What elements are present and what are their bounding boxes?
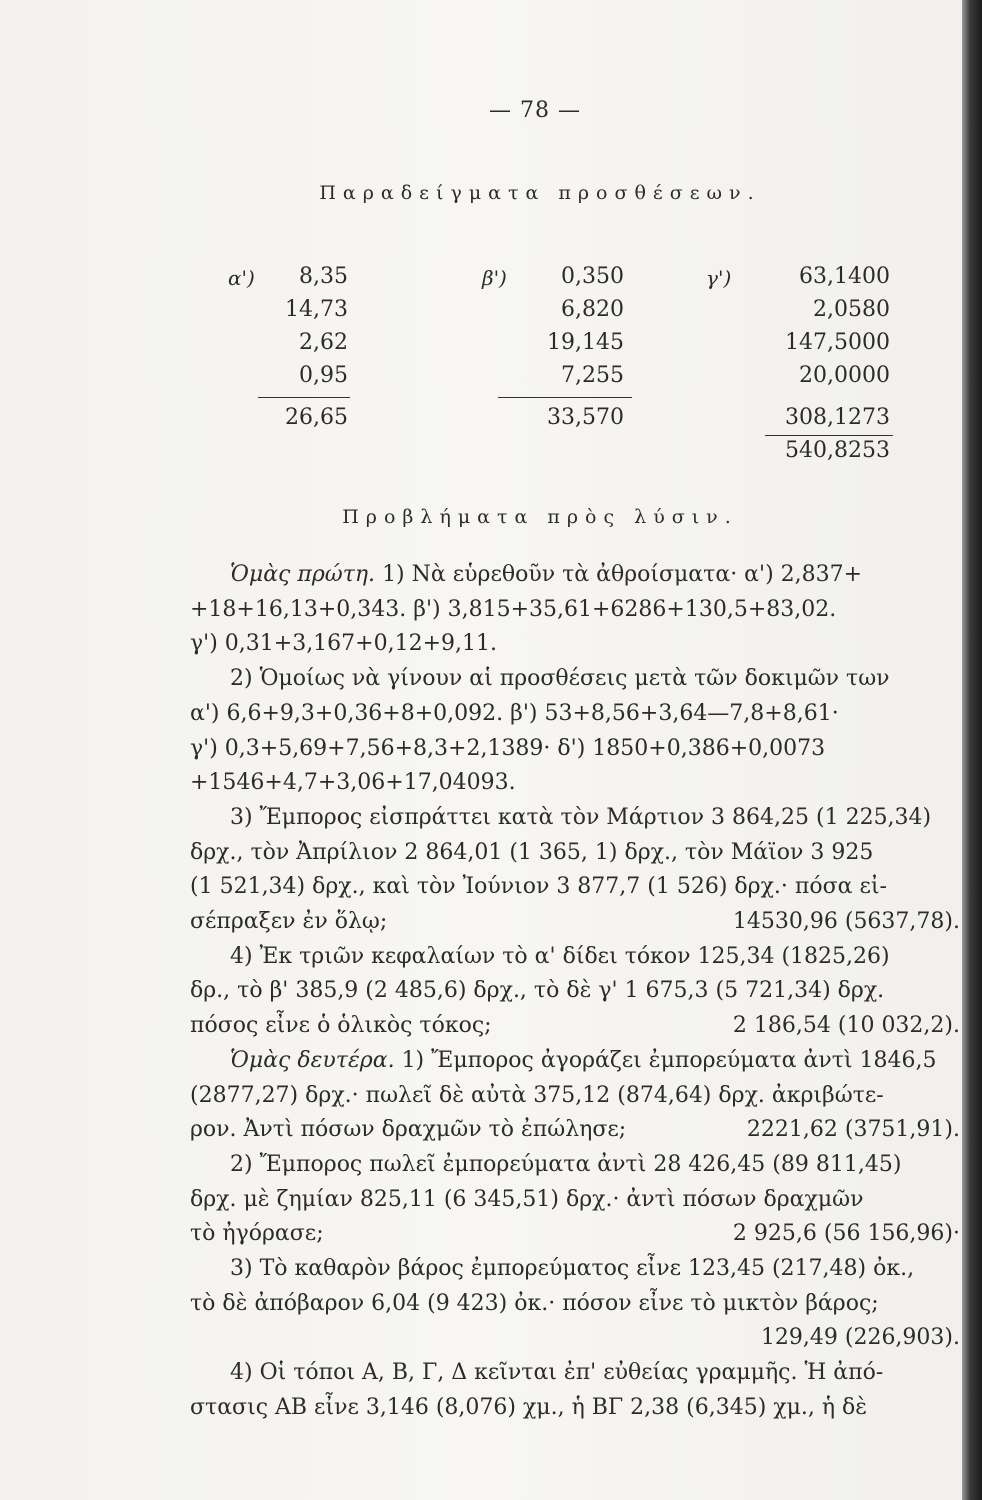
sum-c-term: 2,0580 <box>813 297 890 322</box>
sum-a-term: 2,62 <box>299 330 348 355</box>
book-spine-shadow <box>962 0 982 1500</box>
sum-a-term: 0,95 <box>299 363 348 388</box>
problems-text <box>190 558 960 1426</box>
sum-b-term: 6,820 <box>561 297 624 322</box>
sum-c-total: 540,8253 <box>785 438 890 463</box>
group-title: Ὁμὰς δευτέρα. <box>230 1047 395 1073</box>
sum-c-term: 308,1273 <box>785 405 890 430</box>
problem-text: σέπραξεν ἐν ὅλῳ; <box>190 909 388 935</box>
problem-line: γ') 0,31+3,167+0,12+9,11. <box>190 631 498 657</box>
problem-line: δρχ., τὸν Ἀπρίλιον 2 864,01 (1 365, 1) δρχ., τὸν Μάϊον 3 925 <box>190 839 874 865</box>
sum-b-label: β') <box>482 266 507 290</box>
sum-a-total: 26,65 <box>285 405 348 430</box>
problem-text: πόσος εἶνε ὁ ὁλικὸς τόκος; <box>190 1013 492 1039</box>
problem-line <box>190 1009 960 1044</box>
problem-line: 3) Τὸ καθαρὸν βάρος ἐμπορεύματος εἶνε 123,45 (217,48) ὀκ., <box>230 1256 915 1282</box>
problem-line: γ') 0,3+5,69+7,56+8,3+2,1389· δ') 1850+0,386+0,0073 <box>190 735 826 761</box>
problem-line: (2877,27) δρχ.· πωλεῖ δὲ αὐτὰ 375,12 (874,64) δρχ. ἀκριβώτε- <box>190 1082 884 1108</box>
sum-c-label: γ') <box>706 266 732 290</box>
problem-line: 4) Ἐκ τριῶν κεφαλαίων τὸ α' δίδει τόκον 125,34 (1825,26) <box>230 943 890 969</box>
problem-line: 2) Ἔμπορος πωλεῖ ἐμπορεύματα ἀντὶ 28 426,45 (89 811,45) <box>230 1151 902 1177</box>
problem-line <box>190 905 960 940</box>
sum-c-term: 20,0000 <box>799 363 890 388</box>
problem-line: (1 521,34) δρχ., καὶ τὸν Ἰούνιον 3 877,7 (1 526) δρχ.· πόσα εἰ- <box>190 874 887 900</box>
sum-a-term: 8,35 <box>299 264 348 289</box>
sum-b-term: 0,350 <box>561 264 624 289</box>
problem-line <box>190 1044 960 1079</box>
group-title: Ὁμὰς πρώτη. <box>230 562 376 587</box>
problem-text: 1) Νὰ εὑρεθοῦν τὰ ἀθροίσματα· α') 2,837+ <box>382 562 863 587</box>
problem-line: στασις ΑΒ εἶνε 3,146 (8,076) χμ., ἡ ΒΓ 2,38 (6,345) χμ., ἡ δὲ <box>190 1394 868 1420</box>
sum-c-term: 63,1400 <box>799 264 890 289</box>
problem-line: 3) Ἔμπορος εἰσπράττει κατὰ τὸν Μάρτιον 3 864,25 (1 225,34) <box>230 804 932 830</box>
answer: 2 925,6 (56 156,96)· <box>732 1221 960 1247</box>
problem-line: α') 6,6+9,3+0,36+8+0,092. β') 53+8,56+3,64—7,8+8,61· <box>190 700 839 726</box>
sum-c-term: 147,5000 <box>785 330 890 355</box>
sum-a-label: α') <box>228 266 255 290</box>
heading-examples: Παραδείγματα προσθέσεων. <box>319 182 761 204</box>
problem-line: 4) Οἱ τόποι Α, Β, Γ, Δ κεῖνται ἐπ' εὐθείας γραμμῆς. Ἡ ἀπό- <box>230 1360 884 1386</box>
problem-line: δρχ. μὲ ζημίαν 825,11 (6 345,51) δρχ.· ἀντὶ πόσων δραχμῶν <box>190 1186 864 1212</box>
problem-text: ρον. Ἀντὶ πόσων δραχμῶν τὸ ἐπώλησε; <box>190 1117 627 1143</box>
problem-line <box>190 1113 960 1148</box>
sum-b-total: 33,570 <box>547 405 624 430</box>
problem-text: 1) Ἔμπορος ἀγοράζει ἐμπορεύματα ἀντὶ 1846,5 <box>401 1047 937 1073</box>
sum-b-term: 19,145 <box>547 330 624 355</box>
sum-c-rule <box>765 435 893 436</box>
sum-b-term: 7,255 <box>561 363 624 388</box>
sum-a-term: 14,73 <box>285 297 348 322</box>
heading-problems: Προβλήματα πρὸς λύσιν. <box>342 506 738 528</box>
problem-line <box>190 1217 960 1252</box>
problem-line: 2) Ὁμοίως νὰ γίνουν αἱ προσθέσεις μετὰ τῶν δοκιμῶν των <box>230 666 890 692</box>
answer: 14530,96 (5637,78). <box>732 909 960 935</box>
answer: 2 186,54 (10 032,2). <box>732 1013 960 1039</box>
problem-line: +1546+4,7+3,06+17,04093. <box>190 770 516 796</box>
problem-text: τὸ ἠγόρασε; <box>190 1221 324 1247</box>
problem-line <box>190 558 960 593</box>
problem-line: +18+16,13+0,343. β') 3,815+35,61+6286+130,5+83,02. <box>190 596 837 622</box>
answer: 2221,62 (3751,91). <box>746 1117 960 1143</box>
addition-examples <box>0 260 962 480</box>
problem-line: τὸ δὲ ἀπόβαρον 6,04 (9 423) ὀκ.· πόσον εἶνε τὸ μικτὸν βάρος; <box>190 1290 879 1316</box>
sum-a-rule <box>258 397 350 398</box>
sum-b-rule <box>498 397 632 398</box>
problem-line: δρ., τὸ β' 385,9 (2 485,6) δρχ., τὸ δὲ γ' 1 675,3 (5 721,34) δρχ. <box>190 978 885 1004</box>
answer: 129,49 (226,903). <box>760 1325 960 1351</box>
page-number: — 78 — <box>489 98 581 123</box>
